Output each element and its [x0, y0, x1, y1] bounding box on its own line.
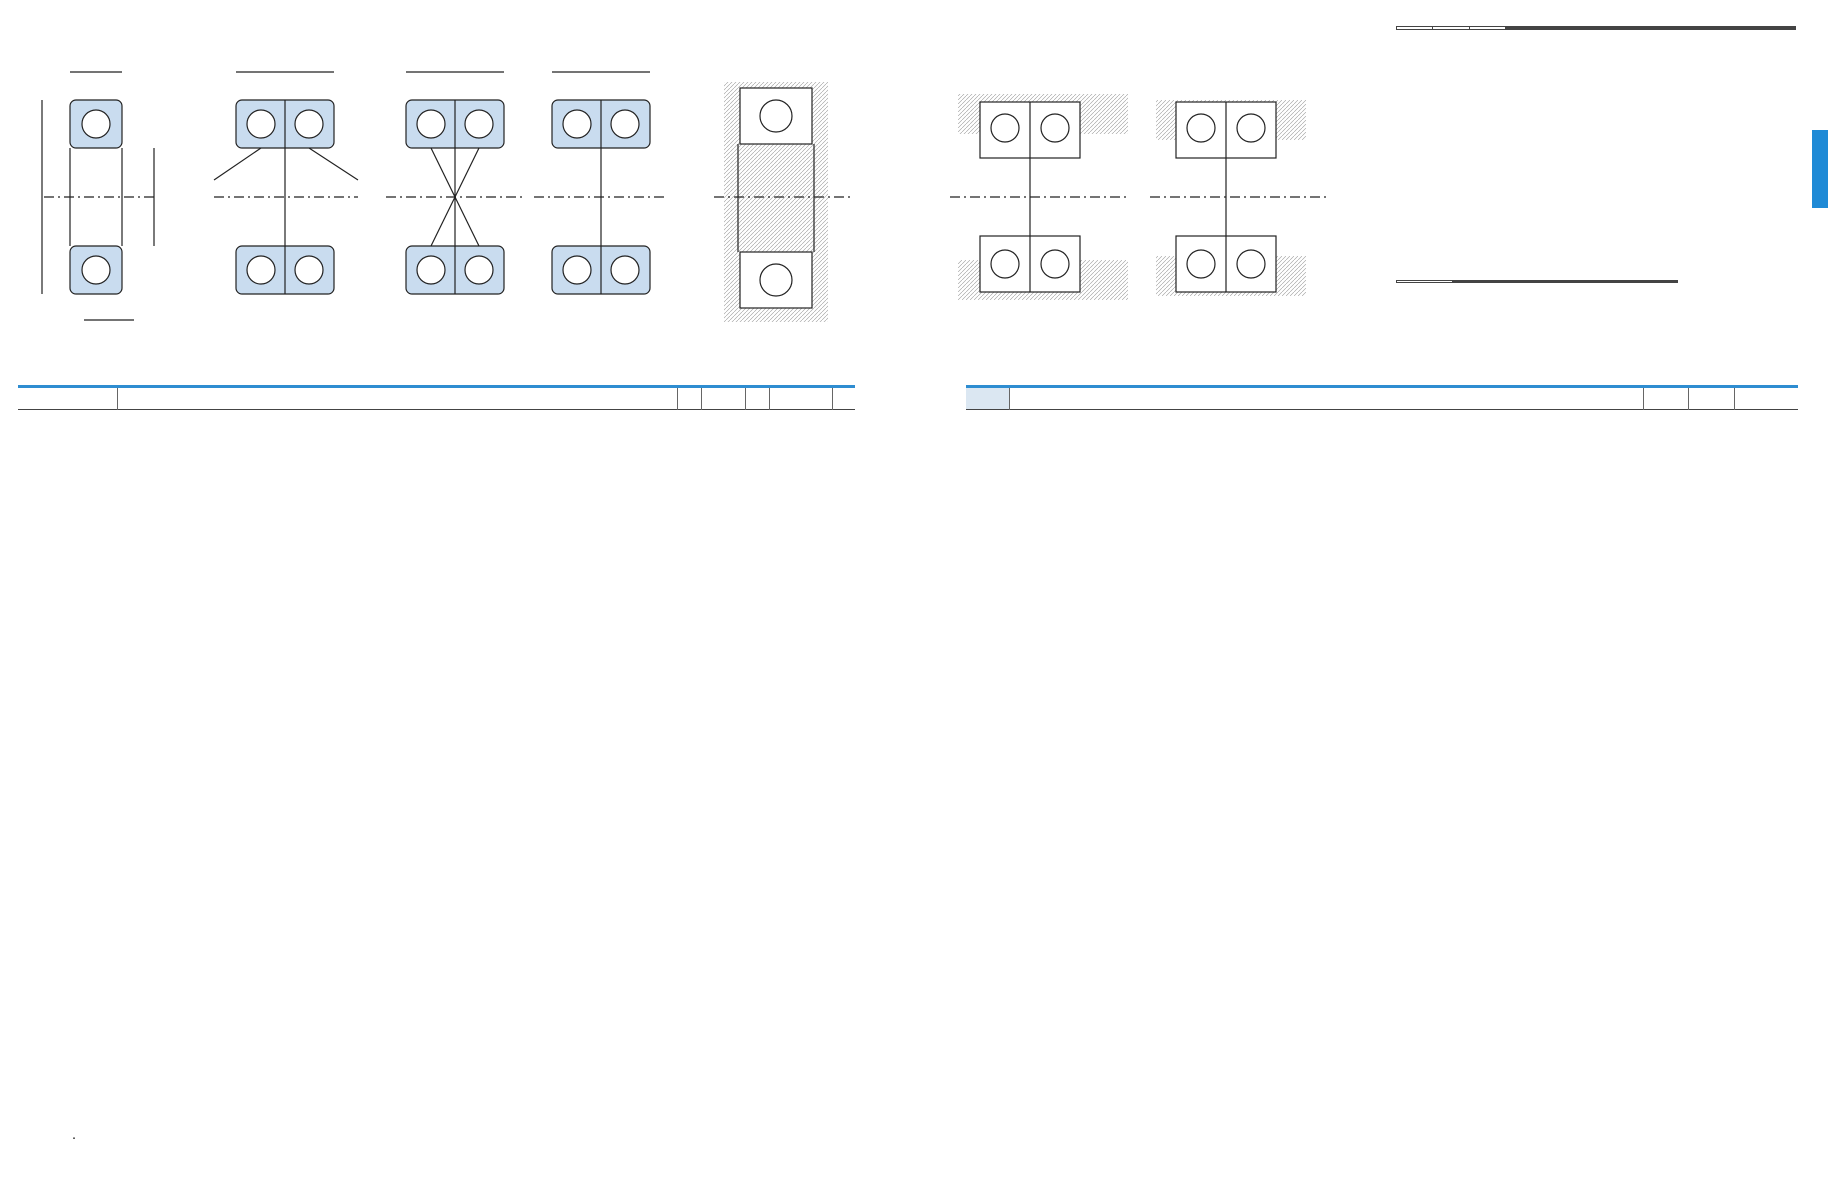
table-cell [18, 410, 37, 411]
dimension-table [18, 385, 855, 410]
table-cell [397, 410, 529, 411]
table-cell [702, 410, 724, 411]
bearing-diagrams-right [930, 60, 1350, 360]
dynamic-load-title [1396, 6, 1406, 22]
table-cell [57, 410, 76, 411]
bearing-diagrams-left [14, 60, 914, 360]
table-cell [745, 410, 769, 411]
table-cell [811, 410, 833, 411]
table-cell [266, 410, 398, 411]
table-cell [96, 410, 118, 411]
notes-left: . [72, 1127, 77, 1143]
table-cell [792, 410, 811, 411]
table-cell [37, 410, 56, 411]
table-cell [770, 410, 792, 411]
table-row [18, 410, 855, 411]
table-cell [724, 410, 746, 411]
table-cell [677, 410, 701, 411]
table-cell [118, 410, 266, 411]
bore-diameter [56, 37, 72, 57]
table-cell [833, 410, 855, 411]
matched-table [966, 385, 1798, 410]
static-load-title [1396, 257, 1406, 273]
col-boundary [18, 387, 118, 410]
static-load-table [1396, 280, 1678, 283]
table-cell [529, 410, 677, 411]
dynamic-load-table [1396, 26, 1796, 30]
page-tab-marker [1812, 130, 1828, 208]
table-cell [76, 410, 95, 411]
notes-right [996, 1126, 1022, 1148]
